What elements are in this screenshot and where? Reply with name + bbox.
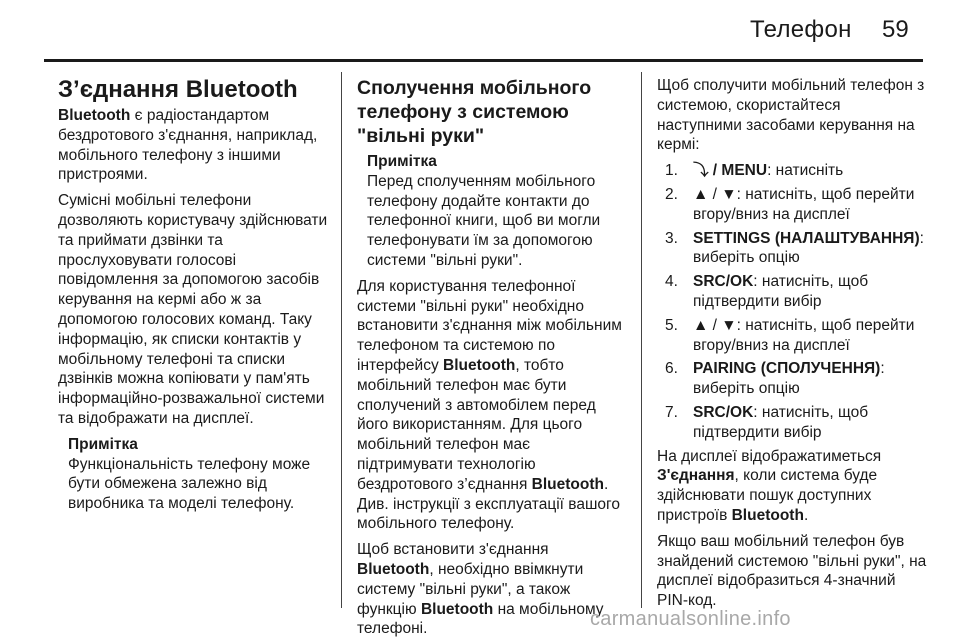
- paragraph-text: , необхідно ввімкнути систему "вільні руки", а також функцію: [357, 560, 584, 618]
- paragraph-compatible-phones: Сумісні мобільні телефони дозволяють користувачу здійснювати та приймати дзвінки та прослуховувати голосові повідомлення за допомогою засобів керування на кермі або ж за допомогою голосових команд. Таку інформацію, як списки контактів у мобільному телефоні та списки дзвінків можна копіювати у пам'ять інформаційно-розважальної системи та відображати на дисплеї.: [58, 192, 328, 427]
- column-2: [357, 76, 627, 638]
- step-number: 7.: [665, 403, 678, 421]
- step-text: : виберіть опцію: [693, 360, 885, 398]
- list-item: [657, 359, 929, 399]
- section-heading-bluetooth: З’єднання Bluetooth: [58, 76, 298, 103]
- list-item: [657, 272, 929, 312]
- list-item: [657, 185, 929, 225]
- paragraph-text: . Див. інструкції з експлуатації вашого мобільного телефону.: [357, 475, 620, 533]
- step-control: SETTINGS (НАЛАШТУВАННЯ): [693, 229, 920, 247]
- step-text: : натисніть, щоб підтвердити вибір: [693, 403, 869, 441]
- step-control: ⤵ / MENU: [693, 162, 768, 180]
- step-text: ▲ / ▼: натисніть, щоб перейти вгору/вниз на дисплеї: [693, 185, 915, 223]
- pairing-steps-list: [657, 161, 929, 442]
- step-number: 2.: [665, 185, 678, 203]
- section-heading-pairing: Сполучення мобільного телефону з системою "вільні руки": [357, 77, 592, 147]
- paragraph-bluetooth-intro: [58, 106, 330, 185]
- column-divider-2: [641, 72, 642, 608]
- step-text: : виберіть опцію: [693, 229, 924, 267]
- list-item: [657, 161, 929, 181]
- note-block: [58, 435, 330, 514]
- paragraph-text: На дисплеї відображатиметься: [657, 447, 882, 465]
- step-number: 6.: [665, 360, 678, 378]
- term-bluetooth: Bluetooth: [420, 600, 494, 618]
- step-number: 1.: [665, 162, 678, 180]
- list-item: [657, 403, 929, 443]
- step-control: PAIRING (СПОЛУЧЕННЯ): [693, 360, 881, 378]
- step-text: : натисніть: [767, 162, 844, 180]
- term-bluetooth: Bluetooth: [531, 475, 604, 493]
- page-number: 59: [882, 16, 909, 43]
- watermark: carmanualsonline.info: [590, 608, 791, 630]
- term-bluetooth: Bluetooth: [357, 560, 430, 578]
- step-number: 3.: [665, 229, 678, 247]
- paragraph-text: , тобто мобільний телефон має бути сполучений з автомобілем перед його використанням. Для цього мобільний телефон має підтримувати технологію бездротового з’єднання: [357, 356, 596, 493]
- paragraph-text: Щоб встановити з'єднання: [357, 541, 549, 559]
- column-3: [657, 76, 929, 608]
- paragraph-text: , коли система буде здійснювати пошук доступних пристроїв: [657, 467, 878, 524]
- note-text: Функціональність телефону може бути обмежена залежно від виробника та моделі телефону.: [68, 455, 311, 513]
- page-header-title: Телефон: [750, 16, 852, 43]
- list-item: [657, 316, 929, 356]
- paragraph-text: є радіостандартом бездротового з'єднання, наприклад, мобільного телефону з іншими пристроями.: [58, 107, 318, 184]
- paragraph-text: Для користування телефонної системи "вільні руки" необхідно встановити з'єднання між мобільним телефоном та системою по інтерфейсу: [357, 277, 622, 374]
- step-number: 5.: [665, 316, 678, 334]
- step-control: SRC/OK: [693, 273, 754, 291]
- paragraph-pin-code: Якщо ваш мобільний телефон був знайдений системою "вільні руки", на дисплеї відобразиться 4-значний PIN-код.: [657, 532, 927, 610]
- step-text: ▲ / ▼: натисніть, щоб перейти вгору/вниз на дисплеї: [693, 316, 915, 354]
- paragraph-enable-bluetooth: [357, 540, 627, 639]
- list-item: [657, 229, 929, 269]
- paragraph-pairing-requirements: [357, 277, 627, 534]
- paragraph-text: .: [803, 506, 809, 524]
- paragraph-text: на мобільному телефоні.: [357, 600, 604, 638]
- term-connection: З'єднання: [657, 467, 735, 485]
- note-text: Перед сполученням мобільного телефону додайте контакти до телефонної книги, щоб ви могли телефонувати їм за допомогою системи "вільні руки".: [367, 172, 601, 269]
- step-number: 4.: [665, 273, 678, 291]
- note-block: [357, 152, 627, 271]
- note-title: Примітка: [68, 435, 138, 453]
- term-bluetooth: Bluetooth: [443, 356, 516, 374]
- header-rule: [44, 59, 923, 62]
- term-bluetooth: Bluetooth: [731, 506, 804, 524]
- paragraph-connection-display: [657, 447, 929, 526]
- step-control: SRC/OK: [693, 403, 754, 421]
- column-1: [58, 76, 330, 608]
- term-bluetooth: Bluetooth: [58, 107, 131, 124]
- paragraph-pairing-intro: Щоб сполучити мобільний телефон з системою, скористайтеся наступними засобами керування на кермі:: [657, 77, 925, 154]
- note-title: Примітка: [367, 153, 437, 170]
- column-divider-1: [341, 72, 342, 608]
- step-text: : натисніть, щоб підтвердити вибір: [693, 273, 869, 310]
